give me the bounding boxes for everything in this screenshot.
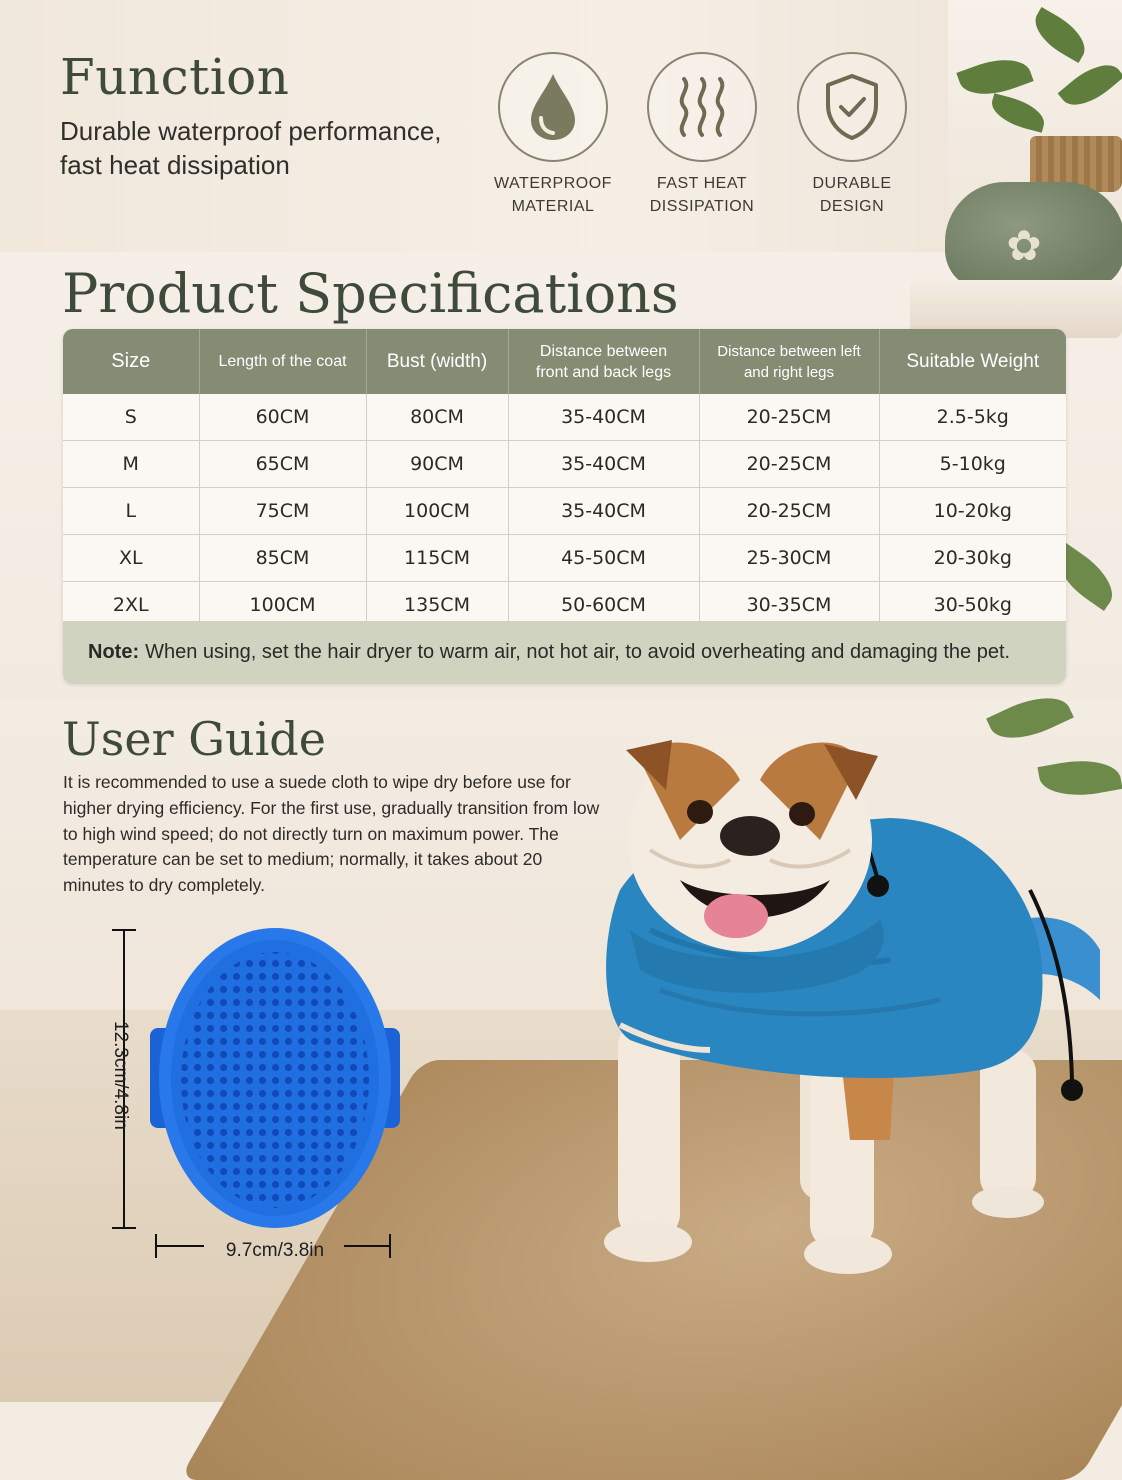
table-header-cell: Distance between left and right legs bbox=[699, 329, 879, 394]
table-cell: 5-10kg bbox=[879, 441, 1066, 488]
function-title: Function bbox=[60, 48, 290, 106]
table-cell: 50-60CM bbox=[508, 582, 699, 629]
feature-circle bbox=[797, 52, 907, 162]
user-guide-text: It is recommended to use a suede cloth to wipe dry before use for higher drying efficiency. For the first use, gradually transition from low to high wind speed; do not directly turn on maximum power. The temperature can be set to medium; normally, it takes about 20 minutes to dry completely. bbox=[63, 772, 600, 896]
feature-label-line: MATERIAL bbox=[511, 198, 595, 215]
feature-label bbox=[478, 172, 628, 218]
table-cell: 90CM bbox=[366, 441, 508, 488]
table-header-cell: Length of the coat bbox=[199, 329, 366, 394]
feature-label-line: WATERPROOF bbox=[494, 175, 612, 192]
feature-durable bbox=[777, 52, 927, 218]
table-cell: 60CM bbox=[199, 394, 366, 441]
feature-label-line: DISSIPATION bbox=[649, 198, 755, 215]
table-cell: 30-35CM bbox=[699, 582, 879, 629]
table-cell: 20-25CM bbox=[699, 441, 879, 488]
table-cell: 115CM bbox=[366, 535, 508, 582]
table-cell: S bbox=[63, 394, 199, 441]
table-cell: 35-40CM bbox=[508, 441, 699, 488]
heat-waves-icon bbox=[672, 75, 732, 139]
feature-label-line: DURABLE bbox=[812, 175, 892, 192]
note-text: When using, set the hair dryer to warm air, not hot air, to avoid overheating and damaging the pet. bbox=[145, 641, 1011, 663]
size-table bbox=[63, 329, 1066, 629]
paw-print-icon: ✿ bbox=[1006, 222, 1042, 269]
table-cell: L bbox=[63, 488, 199, 535]
table-cell: 20-25CM bbox=[699, 488, 879, 535]
table-cell: 65CM bbox=[199, 441, 366, 488]
feature-waterproof bbox=[478, 52, 628, 218]
usage-note bbox=[63, 621, 1066, 684]
feature-label-line: FAST HEAT bbox=[656, 175, 748, 192]
table-cell: M bbox=[63, 441, 199, 488]
table-cell: 135CM bbox=[366, 582, 508, 629]
table-header-cell: Size bbox=[63, 329, 199, 394]
table-cell: 2XL bbox=[63, 582, 199, 629]
table-row bbox=[63, 488, 1066, 535]
feature-circle bbox=[647, 52, 757, 162]
table-header-cell: Suitable Weight bbox=[879, 329, 1066, 394]
table-header-row bbox=[63, 329, 1066, 394]
feature-label-line: DESIGN bbox=[819, 198, 885, 215]
table-cell: 75CM bbox=[199, 488, 366, 535]
table-cell: 45-50CM bbox=[508, 535, 699, 582]
specifications-title: Product Specifications bbox=[62, 262, 679, 325]
table-cell: 2.5-5kg bbox=[879, 394, 1066, 441]
table-cell: 35-40CM bbox=[508, 394, 699, 441]
table-cell: 100CM bbox=[366, 488, 508, 535]
table-cell: 30-50kg bbox=[879, 582, 1066, 629]
feature-circle bbox=[498, 52, 608, 162]
table-cell: 20-30kg bbox=[879, 535, 1066, 582]
function-subtitle: Durable waterproof performance, fast heat dissipation bbox=[60, 116, 442, 180]
table-row bbox=[63, 535, 1066, 582]
feature-heat-dissipation bbox=[627, 52, 777, 218]
table-header-cell: Bust (width) bbox=[366, 329, 508, 394]
shield-check-icon bbox=[823, 73, 881, 141]
table-row bbox=[63, 441, 1066, 488]
table-header-cell: Distance between front and back legs bbox=[508, 329, 699, 394]
note-label: Note: bbox=[88, 641, 140, 663]
dog-wearing-drying-coat-photo bbox=[560, 720, 1100, 1300]
feature-label bbox=[777, 172, 927, 218]
brush-width-label: 9.7cm/3.8in bbox=[225, 1240, 325, 1261]
table-cell: 80CM bbox=[366, 394, 508, 441]
table-cell: 10-20kg bbox=[879, 488, 1066, 535]
table-row bbox=[63, 394, 1066, 441]
table-cell: XL bbox=[63, 535, 199, 582]
table-cell: 85CM bbox=[199, 535, 366, 582]
brush-height-label: 12.3cm/4.8in bbox=[110, 1020, 131, 1130]
table-cell: 20-25CM bbox=[699, 394, 879, 441]
specifications-card bbox=[63, 329, 1066, 684]
table-cell: 100CM bbox=[199, 582, 366, 629]
user-guide-title: User Guide bbox=[62, 712, 326, 766]
table-cell: 25-30CM bbox=[699, 535, 879, 582]
feature-label bbox=[627, 172, 777, 218]
table-cell: 35-40CM bbox=[508, 488, 699, 535]
water-drop-icon bbox=[525, 72, 581, 142]
